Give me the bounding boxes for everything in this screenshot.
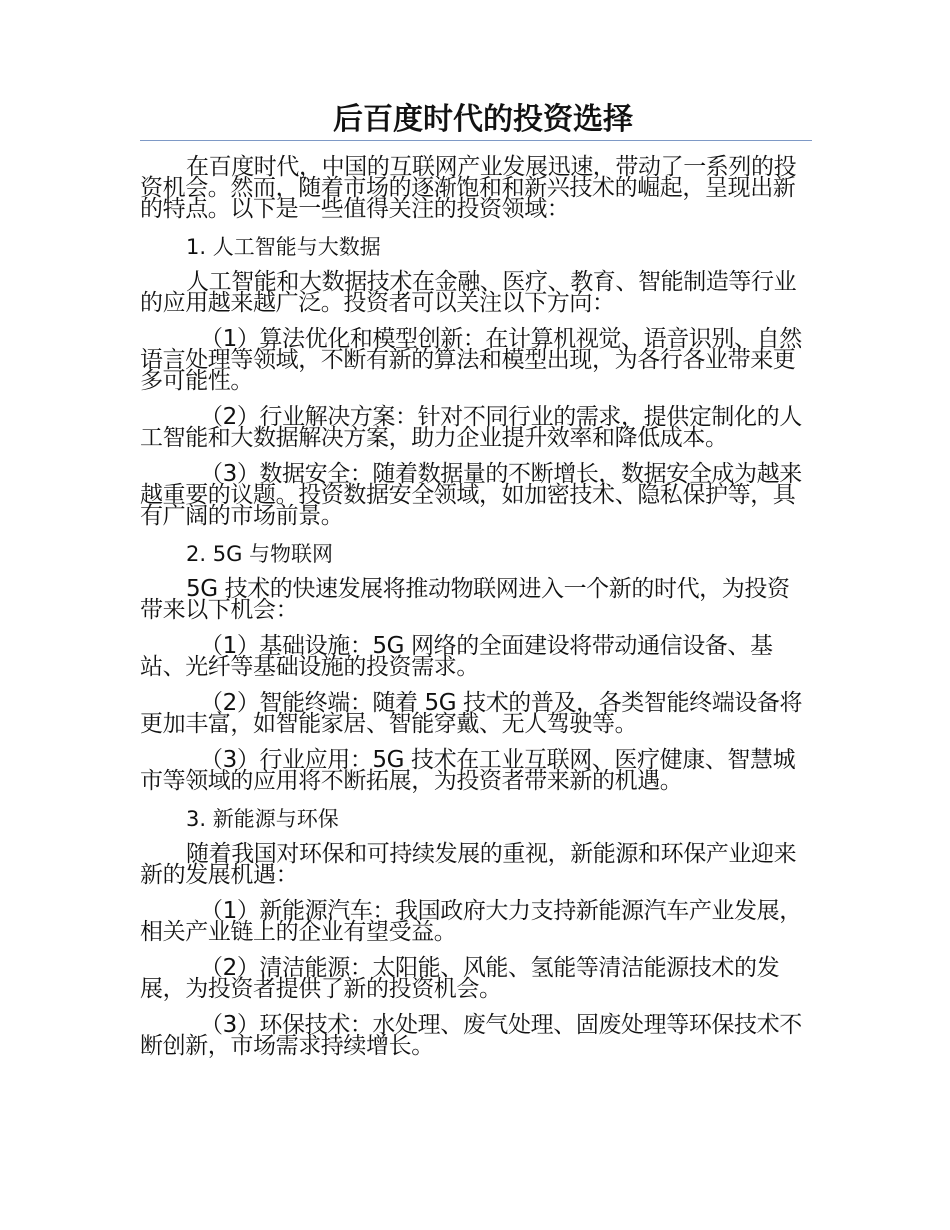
list-item: （2）智能终端：随着 5G 技术的普及，各类智能终端设备将更加丰富，如智能家居、智能穿戴、无人驾驶等。 (140, 690, 803, 737)
intro-paragraph: 在百度时代，中国的互联网产业发展迅速，带动了一系列的投资机会。然而，随着市场的逐渐饱和和新兴技术的崛起，呈现出新的特点。以下是一些值得关注的投资领域： (140, 154, 797, 222)
section-intro: 随着我国对环保和可持续发展的重视，新能源和环保产业迎来新的发展机遇： (140, 841, 797, 888)
list-item: （1）新能源汽车：我国政府大力支持新能源汽车产业发展，相关产业链上的企业有望受益。 (140, 898, 802, 945)
section-ai-big-data (140, 235, 812, 527)
list-item: （2）清洁能源：太阳能、风能、氢能等清洁能源技术的发展，为投资者提供了新的投资机会。 (140, 955, 780, 1002)
document-page (140, 100, 812, 1072)
section-new-energy (140, 807, 812, 1057)
section-heading: 3. 新能源与环保 (186, 807, 339, 831)
document-title: 后百度时代的投资选择 (333, 102, 633, 137)
section-heading: 2. 5G 与物联网 (186, 542, 334, 566)
section-intro: 5G 技术的快速发展将推动物联网进入一个新的时代，为投资带来以下机会： (140, 576, 790, 623)
list-item: （1）基础设施：5G 网络的全面建设将带动通信设备、基站、光纤等基础设施的投资需求。 (140, 633, 773, 680)
list-item: （3）数据安全：随着数据量的不断增长，数据安全成为越来越重要的议题。投资数据安全领域，如加密技术、隐私保护等，具有广阔的市场前景。 (140, 461, 802, 529)
section-intro: 人工智能和大数据技术在金融、医疗、教育、智能制造等行业的应用越来越广泛。投资者可以关注以下方向： (140, 269, 797, 316)
list-item: （3）环保技术：水处理、废气处理、固废处理等环保技术不断创新，市场需求持续增长。 (140, 1012, 802, 1059)
list-item: （2）行业解决方案：针对不同行业的需求，提供定制化的人工智能和大数据解决方案，助力企业提升效率和降低成本。 (140, 404, 802, 451)
section-5g-iot (140, 542, 812, 792)
section-heading: 1. 人工智能与大数据 (186, 235, 381, 259)
title-underline (140, 140, 812, 141)
list-item: （3）行业应用：5G 技术在工业互联网、医疗健康、智慧城市等领域的应用将不断拓展，为投资者带来新的机遇。 (140, 747, 796, 794)
list-item: （1）算法优化和模型创新：在计算机视觉、语音识别、自然语言处理等领域，不断有新的算法和模型出现，为各行各业带来更多可能性。 (140, 326, 802, 394)
